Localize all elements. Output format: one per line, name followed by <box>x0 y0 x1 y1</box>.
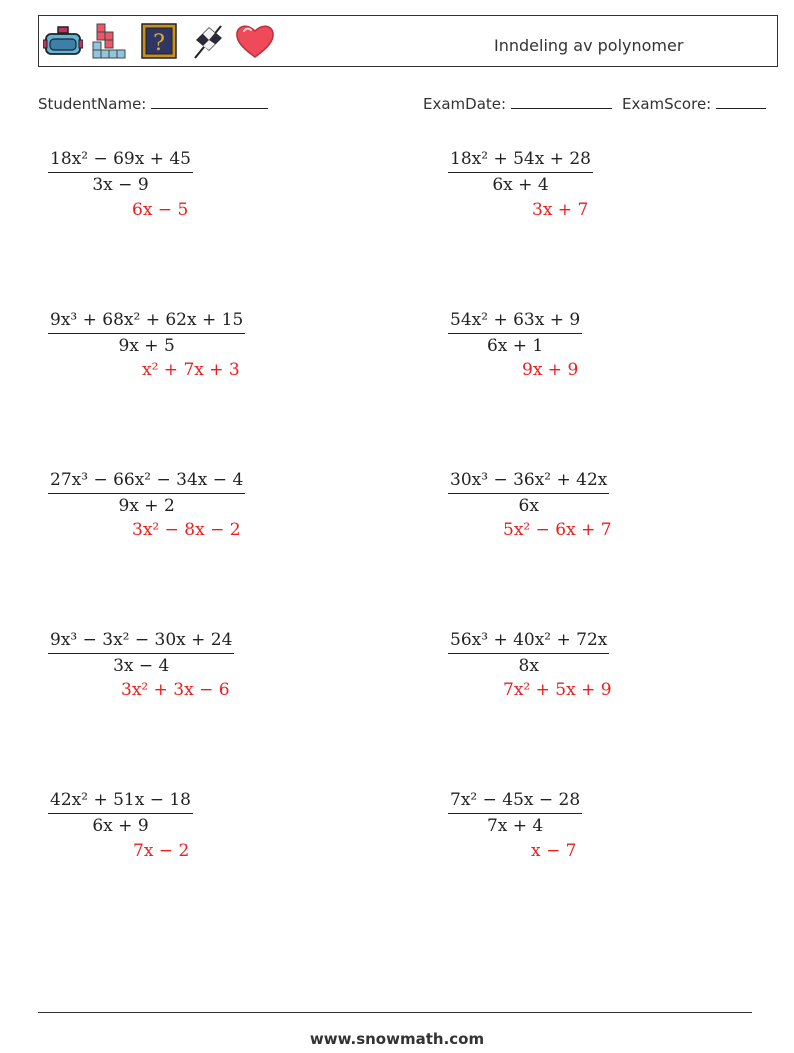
problem-3 <box>48 309 245 357</box>
exam-score-label: ExamScore: <box>622 95 712 113</box>
problem-7-numerator: 9x³ − 3x² − 30x + 24 <box>48 629 234 654</box>
problem-6-answer: 5x² − 6x + 7 <box>503 520 612 540</box>
student-name-field[interactable] <box>38 94 268 113</box>
problem-2-denominator: 6x + 4 <box>492 175 549 195</box>
problem-9 <box>48 789 193 837</box>
problem-6-denominator: 6x <box>518 496 539 516</box>
header-icons <box>43 22 275 60</box>
vr-headset-icon <box>43 22 83 60</box>
problem-10-numerator: 7x² − 45x − 28 <box>448 789 582 814</box>
worksheet-title: Inndeling av polynomer <box>494 36 684 55</box>
problem-1-denominator: 3x − 9 <box>92 175 149 195</box>
problem-7-answer: 3x² + 3x − 6 <box>121 680 230 700</box>
exam-date-field[interactable] <box>423 94 612 113</box>
problem-8-numerator: 56x³ + 40x² + 72x <box>448 629 609 654</box>
footer-url[interactable]: www.snowmath.com <box>309 1030 485 1048</box>
svg-text:?: ? <box>153 31 165 56</box>
problem-10-answer: x − 7 <box>531 841 577 861</box>
heart-icon <box>235 22 275 60</box>
problem-3-denominator: 9x + 5 <box>118 336 175 356</box>
problem-1-numerator: 18x² − 69x + 45 <box>48 148 193 173</box>
problem-1 <box>48 148 193 196</box>
problem-9-numerator: 42x² + 51x − 18 <box>48 789 193 814</box>
problem-3-answer: x² + 7x + 3 <box>142 360 240 380</box>
checkered-flag-icon <box>187 22 227 60</box>
exam-score-field[interactable] <box>622 94 766 113</box>
tetris-blocks-icon <box>91 22 131 60</box>
problem-4 <box>448 309 582 357</box>
problem-7-denominator: 3x − 4 <box>113 656 170 676</box>
problem-8 <box>448 629 609 677</box>
problem-10 <box>448 789 582 837</box>
problem-3-numerator: 9x³ + 68x² + 62x + 15 <box>48 309 245 334</box>
problem-10-denominator: 7x + 4 <box>486 816 544 836</box>
problem-7 <box>48 629 234 677</box>
problem-2 <box>448 148 593 196</box>
exam-date-blank[interactable] <box>511 94 612 109</box>
problem-4-answer: 9x + 9 <box>522 360 579 380</box>
problem-2-answer: 3x + 7 <box>532 200 589 220</box>
problem-1-answer: 6x − 5 <box>132 200 189 220</box>
student-name-blank[interactable] <box>151 94 268 109</box>
problem-6-numerator: 30x³ − 36x² + 42x <box>448 469 609 494</box>
problem-8-answer: 7x² + 5x + 9 <box>503 680 612 700</box>
problem-9-answer: 7x − 2 <box>133 841 190 861</box>
problem-2-numerator: 18x² + 54x + 28 <box>448 148 593 173</box>
exam-date-label: ExamDate: <box>423 95 507 113</box>
problem-4-denominator: 6x + 1 <box>486 336 544 356</box>
problem-4-numerator: 54x² + 63x + 9 <box>448 309 582 334</box>
student-name-label: StudentName: <box>38 95 147 113</box>
problem-6 <box>448 469 609 517</box>
footer-divider <box>38 1012 752 1013</box>
problem-5-denominator: 9x + 2 <box>118 496 175 516</box>
question-box-icon <box>139 22 179 60</box>
problem-8-denominator: 8x <box>518 656 539 676</box>
exam-score-blank[interactable] <box>716 94 766 109</box>
worksheet-header <box>38 15 778 67</box>
problem-5-answer: 3x² − 8x − 2 <box>132 520 241 540</box>
problem-5-numerator: 27x³ − 66x² − 34x − 4 <box>48 469 245 494</box>
problem-5 <box>48 469 245 517</box>
problem-9-denominator: 6x + 9 <box>92 816 149 836</box>
